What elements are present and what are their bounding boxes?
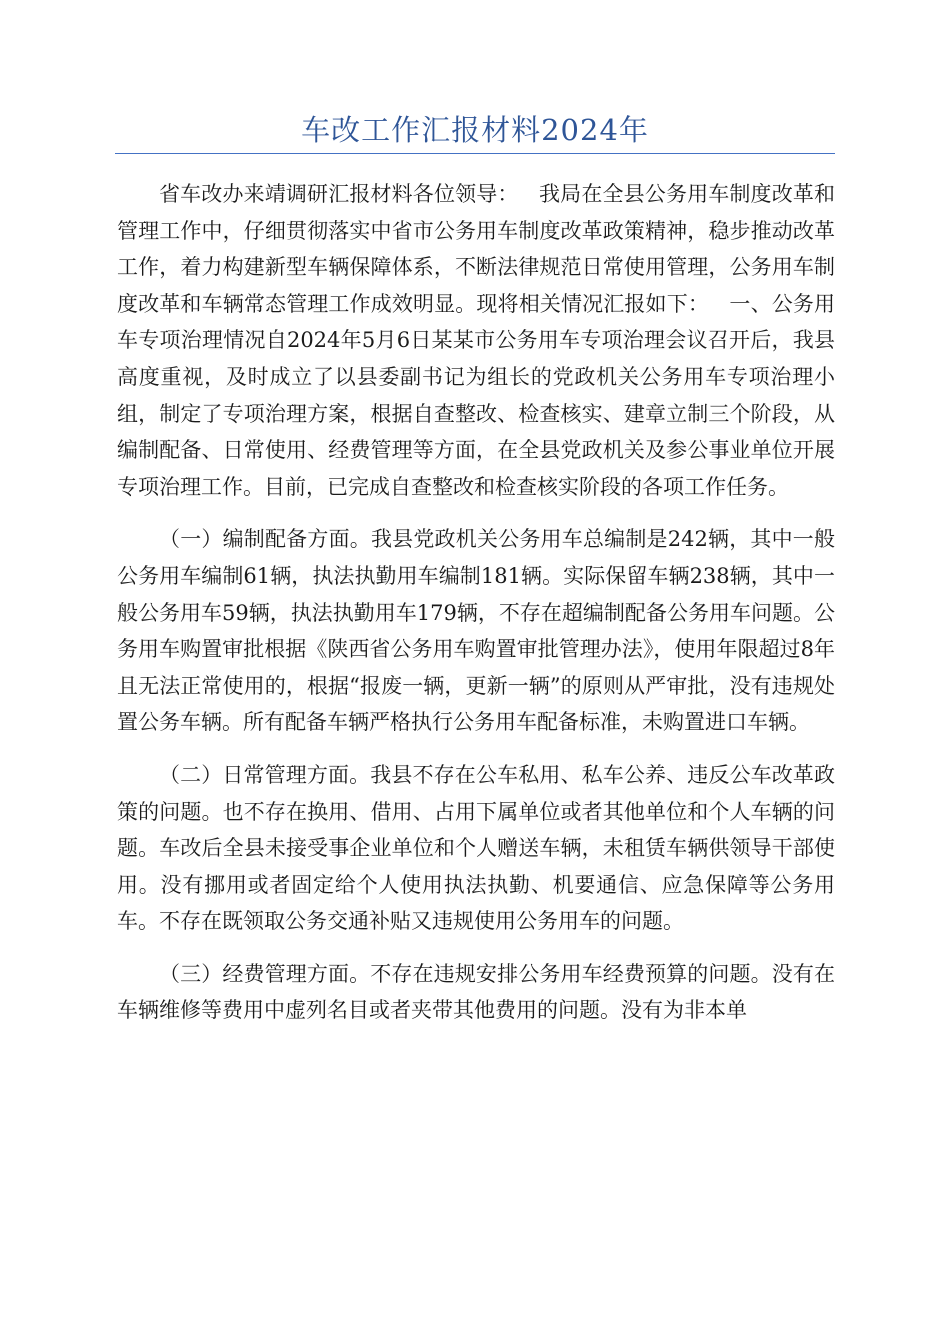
paragraph-funding-management: （三）经费管理方面。不存在违规安排公务用车经费预算的问题。没有在车辆维修等费用中虚列名目或者夹带其他费用的问题。没有为非本单 [117,961,835,1023]
paragraph-daily-management: （二）日常管理方面。我县不存在公车私用、私车公养、违反公车改革政策的问题。也不存在换用、借用、占用下属单位或者其他单位和个人车辆的问题。车改后全县未接受事企业单位和个人赠送车辆，未租赁车辆供领导干部使用。没有挪用或者固定给个人使用执法执勤、机要通信、应急保障等公务用车。不存在既领取公务交通补贴又违规使用公务用车的问题。 [117,762,835,934]
paragraph-intro: 省车改办来靖调研汇报材料各位领导： 我局在全县公务用车制度改革和管理工作中，仔细贯彻落实中省市公务用车制度改革政策精神，稳步推动改革工作，着力构建新型车辆保障体系，不断法律规范日常使用管理，公务用车制度改革和车辆常态管理工作成效明显。现将相关情况汇报如下： 一、公务用车专项治理情况自2024年5月6日某某市公务用车专项治理会议召开后，我县高度重视，及时成立了以县委副书记为组长的党政机关公务用车专项治理小组，制定了专项治理方案，根据自查整改、检查核实、建章立制三个阶段，从编制配备、日常使用、经费管理等方面，在全县党政机关及参公事业单位开展专项治理工作。目前，已完成自查整改和检查核实阶段的各项工作任务。 [117,182,835,499]
title-underline [115,153,835,154]
document-body [117,176,835,1045]
paragraph-vehicle-quota: （一）编制配备方面。我县党政机关公务用车总编制是242辆，其中一般公务用车编制61辆，执法执勤用车编制181辆。实际保留车辆238辆，其中一般公务用车59辆，执法执勤用车179辆，不存在超编制配备公务用车问题。公务用车购置审批根据《陕西省公务用车购置审批管理办法》，使用年限超过8年且无法正常使用的，根据“报废一辆，更新一辆”的原则从严审批，没有违规处置公务车辆。所有配备车辆严格执行公务用车配备标准，未购置进口车辆。 [117,527,835,735]
document-title: 车改工作汇报材料2024年 [301,113,649,147]
